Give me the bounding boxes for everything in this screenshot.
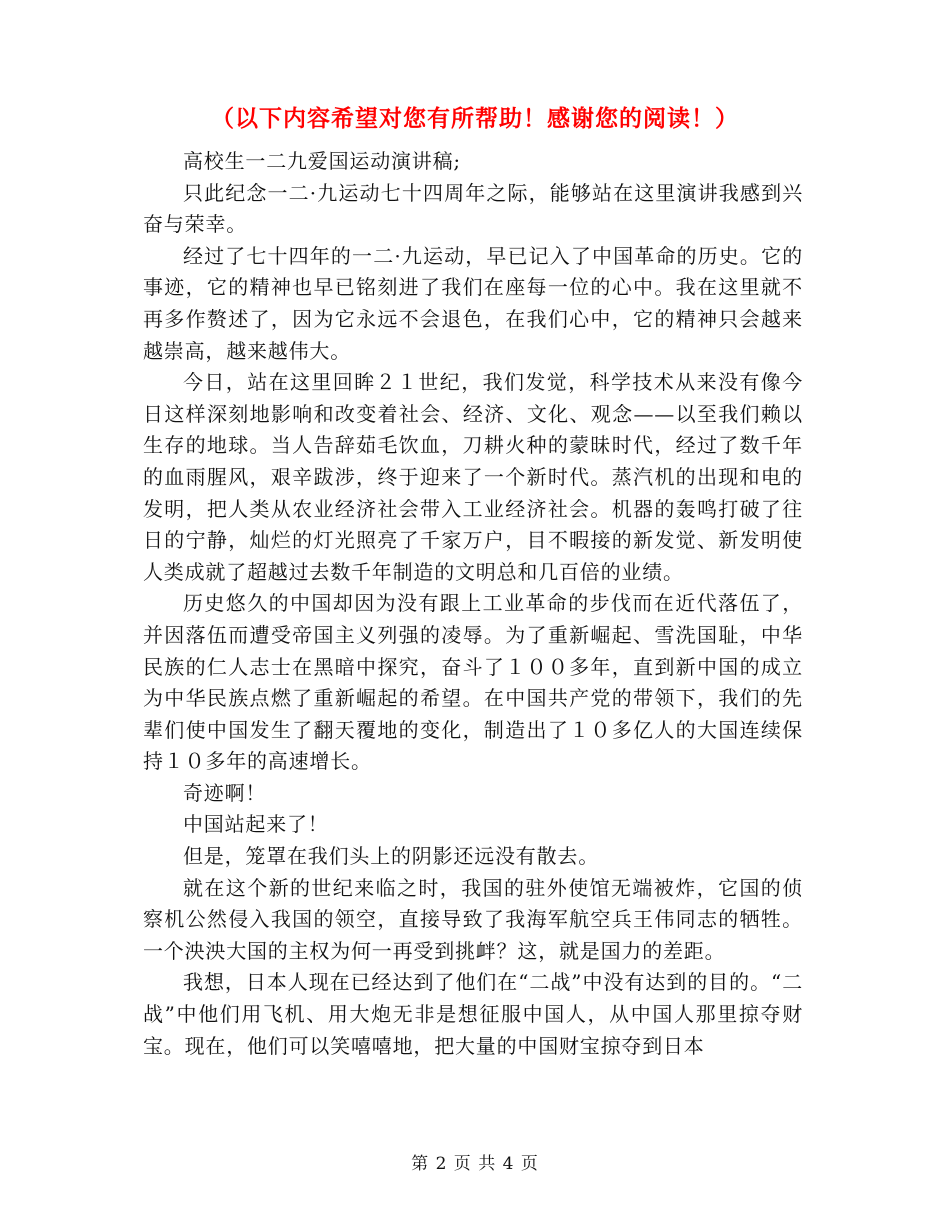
paragraph: 历史悠久的中国却因为没有跟上工业革命的步伐而在近代落伍了，并因落伍而遭受帝国主义列强的凌辱。为了重新崛起、雪洗国耻，中华民族的仁人志士在黑暗中探究，奋斗了１００多年，直到新中国的成立为中华民族点燃了重新崛起的希望。在中国共产党的带领下，我们的先辈们使中国发生了翻天覆地的变化，制造出了１０多亿人的大国连续保持１０多年的高速增长。 <box>143 591 803 774</box>
paragraph: 但是，笼罩在我们头上的阴影还远没有散去。 <box>183 844 599 869</box>
paragraph: 今日，站在这里回眸２１世纪，我们发觉，科学技术从来没有像今日这样深刻地影响和改变着社会、经济、文化、观念——以至我们赖以生存的地球。当人告辞茹毛饮血，刀耕火种的蒙昧时代，经过了数千年的血雨腥风，艰辛跋涉，终于迎来了一个新时代。蒸汽机的出现和电的发明，把人类从农业经济社会带入工业经济社会。机器的轰鸣打破了往日的宁静，灿烂的灯光照亮了千家万户，目不暇接的新发觉、新发明使人类成就了超越过去数千年制造的文明总和几百倍的业绩。 <box>143 370 803 584</box>
paragraph: 我想，日本人现在已经达到了他们在“二战”中没有达到的目的。“二战”中他们用飞机、用大炮无非是想征服中国人，从中国人那里掠夺财宝。现在，他们可以笑嘻嘻地，把大量的中国财宝掠夺到日本 <box>143 970 803 1058</box>
document-body <box>143 146 803 1062</box>
paragraph: 奇迹啊！ <box>183 780 267 805</box>
paragraph-title: 高校生一二九爱国运动演讲稿; <box>183 149 461 173</box>
page-number-footer: 第 2 页 共 4 页 <box>411 1154 539 1174</box>
paragraph: 经过了七十四年的一二·九运动，早已记入了中国革命的历史。它的事迹，它的精神也早已铭刻进了我们在座每一位的心中。我在这里就不再多作赘述了，因为它永远不会退色，在我们心中，它的精神只会越来越崇高，越来越伟大。 <box>143 243 803 363</box>
paragraph: 中国站起来了！ <box>183 812 329 837</box>
paragraph: 只此纪念一二·九运动七十四周年之际，能够站在这里演讲我感到兴奋与荣幸。 <box>143 180 803 237</box>
paragraph: 就在这个新的世纪来临之时，我国的驻外使馆无端被炸，它国的侦察机公然侵入我国的领空，直接导致了我海军航空兵王伟同志的牺牲。一个泱泱大国的主权为何一再受到挑衅？这，就是国力的差距。 <box>143 875 803 963</box>
banner-notice: （以下内容希望对您有所帮助！感谢您的阅读！） <box>211 106 739 132</box>
